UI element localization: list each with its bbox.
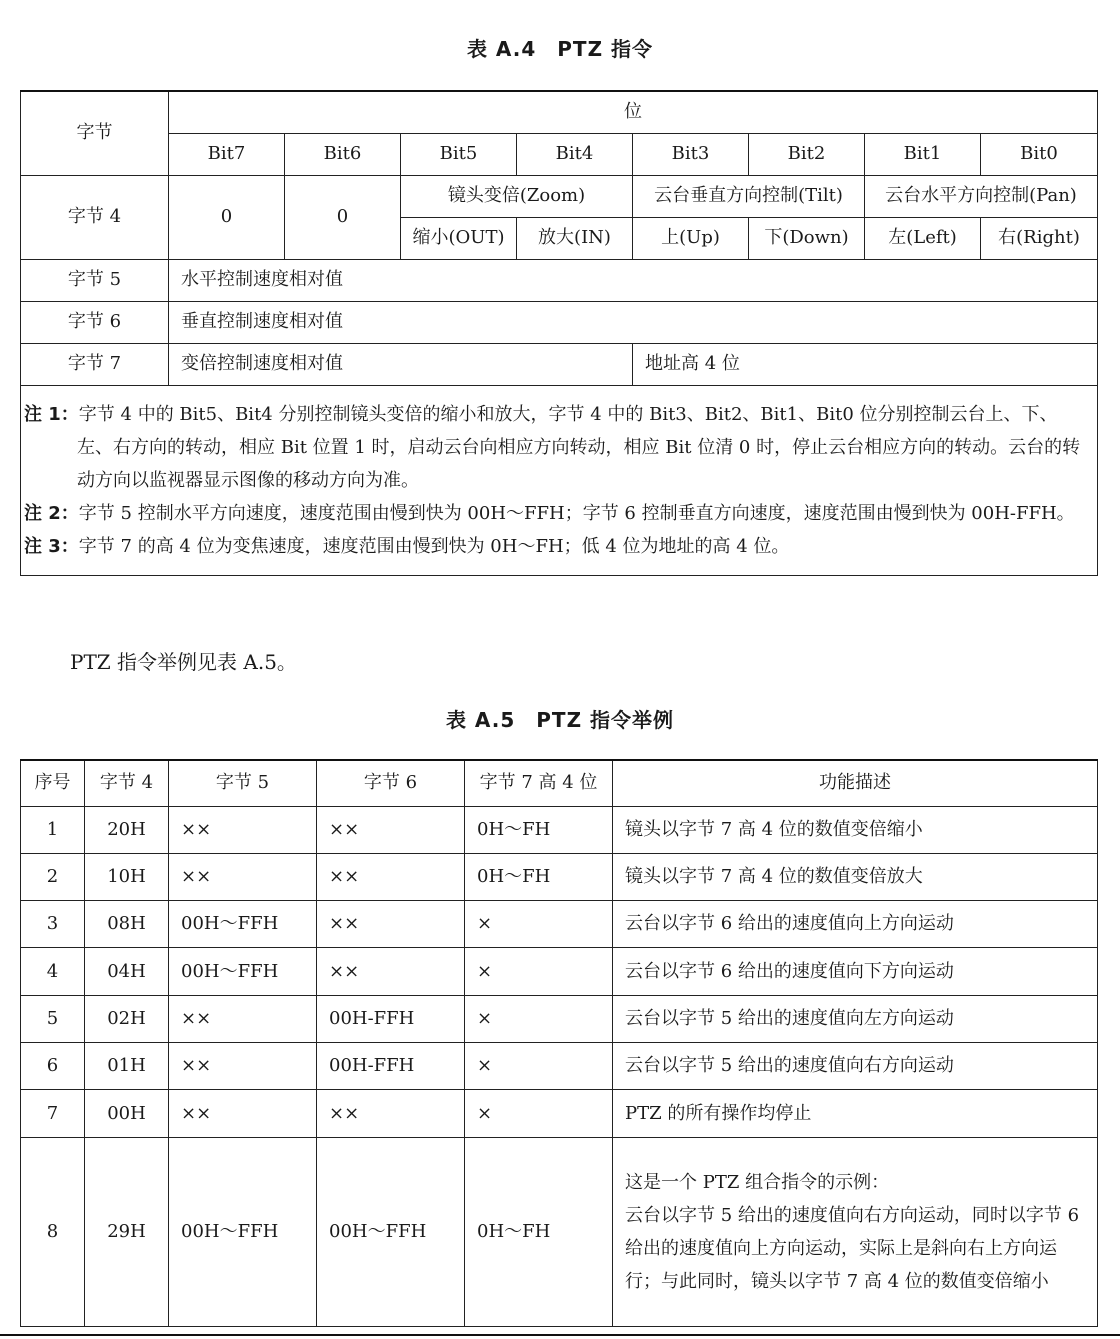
bit3-header: Bit3 [633,133,749,175]
row-description: 云台以字节 5 给出的速度值向右方向运动 [613,1042,1098,1089]
row-description: 云台以字节 6 给出的速度值向下方向运动 [613,948,1098,995]
byte5-value: 水平控制速度相对值 [169,259,1098,301]
header-byte6: 字节 6 [317,760,465,806]
byte7-value2: 地址高 4 位 [633,343,1098,385]
bit0-header: Bit0 [981,133,1098,175]
table-row [21,806,1098,853]
note-2: 注 2：字节 5 控制水平方向速度，速度范围由慢到快为 00H～FFH；字节 6 控制垂直方向速度，速度范围由慢到快为 00H-FFH。 [24,502,1075,524]
tilt-group: 云台垂直方向控制(Tilt) [633,175,865,217]
bit4-header: Bit4 [517,133,633,175]
row-byte6: 00H-FFH [317,995,465,1042]
bit1-header: Bit1 [865,133,981,175]
page-bottom-rule [0,1334,1120,1336]
row-byte4: 01H [85,1042,169,1089]
row-description: 这是一个 PTZ 组合指令的示例： 云台以字节 5 给出的速度值向右方向运动，同时以字节 6 给出的速度值向上方向运动，实际上是斜向右上方向运行；与此同时，镜头以字节 7 高 4 位的数值变倍缩小 [613,1137,1098,1326]
row-byte4: 08H [85,901,169,948]
row-index: 5 [21,995,85,1042]
byte4-label: 字节 4 [21,175,169,259]
zoom-out: 缩小(OUT) [401,217,517,259]
pan-right: 右(Right) [981,217,1098,259]
row-byte5: 00H～FFH [169,901,317,948]
table-row [21,901,1098,948]
row-byte5: ×× [169,806,317,853]
row-byte4: 02H [85,995,169,1042]
table-row [21,1137,1098,1326]
table-row [21,948,1098,995]
zoom-group: 镜头变倍(Zoom) [401,175,633,217]
table-a5 [20,759,1098,1327]
row-byte7: 0H～FH [465,853,613,900]
row-byte6: ×× [317,1090,465,1137]
header-bit: 位 [169,91,1098,133]
row-byte7: 0H～FH [465,1137,613,1326]
byte7-label: 字节 7 [21,343,169,385]
body-paragraph: PTZ 指令举例见表 A.5。 [70,650,297,674]
row-byte6: ×× [317,806,465,853]
row-byte5: 00H～FFH [169,948,317,995]
row-description: 云台以字节 5 给出的速度值向左方向运动 [613,995,1098,1042]
row-byte5: ×× [169,1090,317,1137]
row-byte7: × [465,1042,613,1089]
note-1: 注 1：字节 4 中的 Bit5、Bit4 分别控制镜头变倍的缩小和放大，字节 4 中的 Bit3、Bit2、Bit1、Bit0 位分别控制云台上、下、左、右方向的转动，相应 Bit 位置 1 时，启动云台向相应方向转动，相应 Bit 位清 0 时，停止云台相应方向的转动。云台的转动方向以监视器显示图像的移动方向为准。 [24,403,1081,491]
byte6-value: 垂直控制速度相对值 [169,301,1098,343]
row-byte4: 20H [85,806,169,853]
row-index: 1 [21,806,85,853]
tilt-up: 上(Up) [633,217,749,259]
table-row [21,1090,1098,1137]
byte6-label: 字节 6 [21,301,169,343]
row-byte5: 00H～FFH [169,1137,317,1326]
row-description: PTZ 的所有操作均停止 [613,1090,1098,1137]
row-index: 6 [21,1042,85,1089]
header-byte4: 字节 4 [85,760,169,806]
row-byte7: × [465,948,613,995]
note-3: 注 3：字节 7 的高 4 位为变焦速度，速度范围由慢到快为 0H～FH；低 4 位为地址的高 4 位。 [24,535,790,557]
row-byte4: 10H [85,853,169,900]
row-byte5: ×× [169,995,317,1042]
bit7-header: Bit7 [169,133,285,175]
header-byte7-high4: 字节 7 高 4 位 [465,760,613,806]
row-byte6: ×× [317,901,465,948]
pan-left: 左(Left) [865,217,981,259]
table-a5-caption: 表 A.5 PTZ 指令举例 [445,708,675,732]
row-index: 3 [21,901,85,948]
row-byte5: ×× [169,1042,317,1089]
row-byte4: 04H [85,948,169,995]
row-byte6: ×× [317,853,465,900]
bit5-header: Bit5 [401,133,517,175]
row-index: 7 [21,1090,85,1137]
row-byte7: × [465,995,613,1042]
pan-group: 云台水平方向控制(Pan) [865,175,1098,217]
row-description: 云台以字节 6 给出的速度值向上方向运动 [613,901,1098,948]
table-a4-caption: 表 A.4 PTZ 指令 [466,37,654,61]
row-byte5: ×× [169,853,317,900]
row-index: 8 [21,1137,85,1326]
row-byte6: 00H-FFH [317,1042,465,1089]
row-byte4: 00H [85,1090,169,1137]
header-byte: 字节 [21,91,169,175]
byte7-value: 变倍控制速度相对值 [169,343,633,385]
header-byte5: 字节 5 [169,760,317,806]
tilt-down: 下(Down) [749,217,865,259]
row-index: 4 [21,948,85,995]
row-byte6: ×× [317,948,465,995]
row-byte7: × [465,1090,613,1137]
row-byte7: × [465,901,613,948]
header-index: 序号 [21,760,85,806]
byte4-bit6: 0 [285,175,401,259]
row-byte4: 29H [85,1137,169,1326]
table-a4 [20,90,1098,576]
byte4-bit7: 0 [169,175,285,259]
zoom-in: 放大(IN) [517,217,633,259]
header-description: 功能描述 [613,760,1098,806]
row-description: 镜头以字节 7 高 4 位的数值变倍放大 [613,853,1098,900]
byte5-label: 字节 5 [21,259,169,301]
bit2-header: Bit2 [749,133,865,175]
table-row [21,995,1098,1042]
row-description: 镜头以字节 7 高 4 位的数值变倍缩小 [613,806,1098,853]
row-byte7: 0H～FH [465,806,613,853]
table-row [21,1042,1098,1089]
table-row [21,853,1098,900]
row-byte6: 00H～FFH [317,1137,465,1326]
notes-cell [21,385,1098,575]
bit6-header: Bit6 [285,133,401,175]
row-index: 2 [21,853,85,900]
